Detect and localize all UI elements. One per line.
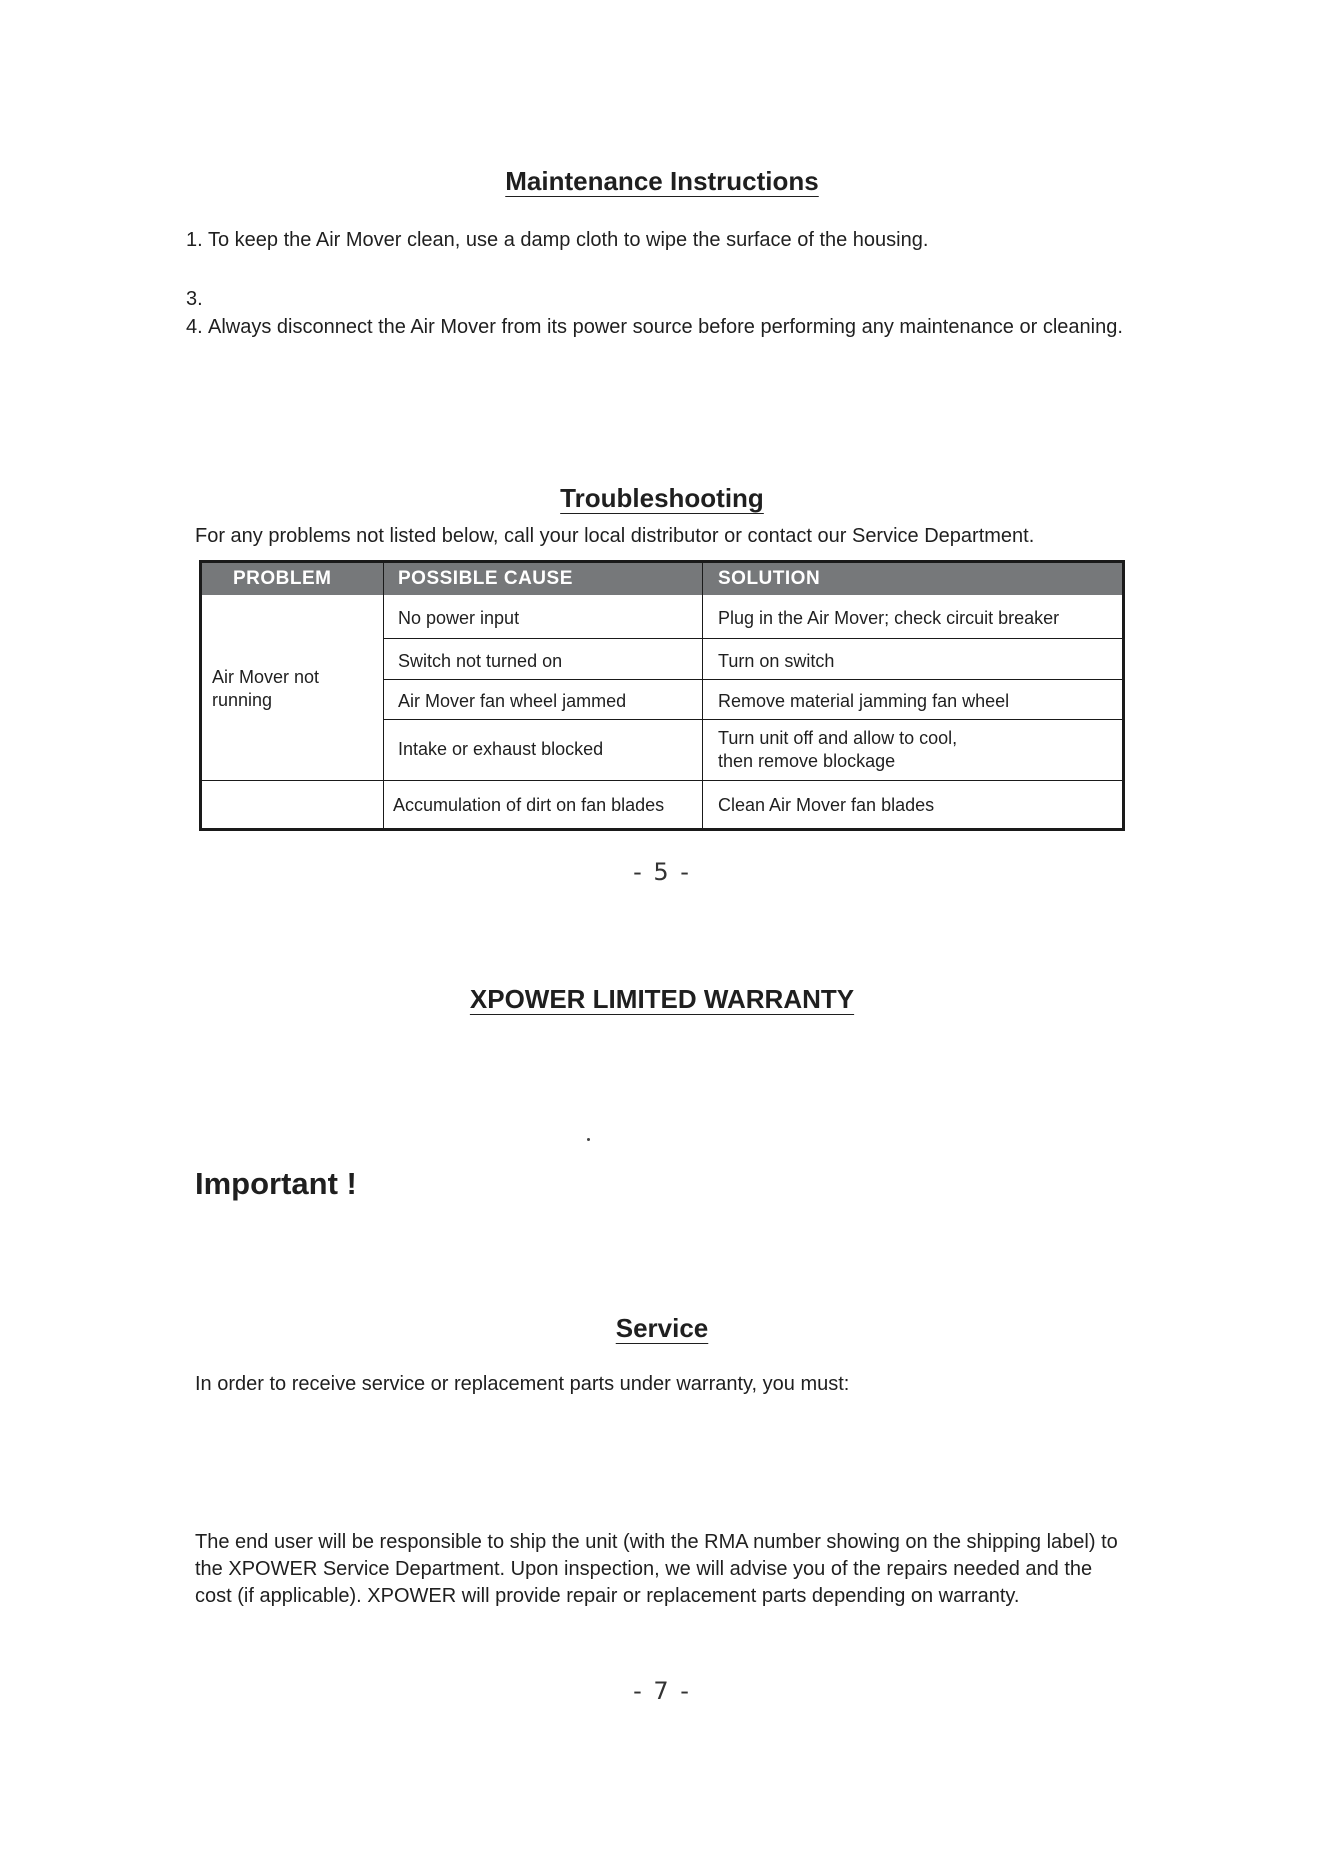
cause-cell: No power input	[398, 608, 520, 628]
row-divider	[383, 679, 1125, 680]
list-number: 3.	[186, 288, 203, 310]
list-text: To keep the Air Mover clean, use a damp cloth to wipe the surface of the housing.	[208, 229, 929, 251]
list-text: Always disconnect the Air Mover from its power source before performing any maintenance or cleaning.	[208, 316, 1123, 338]
row-divider	[383, 719, 1125, 720]
solution-cell: Clean Air Mover fan blades	[718, 795, 935, 815]
column-divider	[702, 563, 703, 828]
row-divider	[202, 780, 1125, 781]
cause-cell: Intake or exhaust blocked	[398, 739, 604, 759]
solution-cell: Turn on switch	[718, 651, 835, 671]
list-number: 4.	[186, 316, 203, 338]
column-divider	[383, 563, 384, 828]
header-solution: SOLUTION	[718, 568, 821, 589]
problem-cell: Air Mover not running	[212, 667, 320, 710]
maintenance-item-4	[186, 314, 1146, 341]
header-problem: PROBLEM	[233, 568, 332, 589]
cause-cell: Air Mover fan wheel jammed	[398, 691, 627, 711]
troubleshooting-title: Troubleshooting	[560, 483, 764, 513]
important-label: Important !	[195, 1166, 357, 1201]
troubleshooting-intro: For any problems not listed below, call your local distributor or contact our Service Department.	[195, 525, 1035, 547]
cause-cell: Accumulation of dirt on fan blades	[393, 795, 665, 815]
table-header	[202, 563, 1122, 595]
cause-cell: Switch not turned on	[398, 651, 563, 671]
page-number: - 7 -	[633, 1677, 691, 1705]
stray-dot	[587, 1138, 590, 1141]
maintenance-item-1	[186, 227, 1146, 254]
list-number: 1.	[186, 229, 203, 251]
warranty-title: XPOWER LIMITED WARRANTY	[469, 984, 855, 1014]
service-intro: In order to receive service or replacement parts under warranty, you must:	[195, 1373, 850, 1395]
row-divider	[383, 638, 1125, 639]
solution-cell: Remove material jamming fan wheel	[718, 691, 1010, 711]
service-paragraph: The end user will be responsible to ship the unit (with the RMA number showing on the shipping label) to the XPOWER Service Department. Upon inspection, we will advise you of the repairs needed and the cost (if applicable). XPOWER will provide repair or replacement parts depending on warranty.	[195, 1531, 1118, 1607]
page-number: - 5 -	[633, 858, 691, 886]
solution-cell: Plug in the Air Mover; check circuit breaker	[718, 608, 1060, 628]
header-cause: POSSIBLE CAUSE	[398, 568, 573, 589]
troubleshooting-table	[199, 560, 1125, 831]
service-title: Service	[615, 1313, 709, 1343]
solution-cell: Turn unit off and allow to cool, then remove blockage	[718, 728, 958, 771]
maintenance-title: Maintenance Instructions	[505, 166, 819, 196]
